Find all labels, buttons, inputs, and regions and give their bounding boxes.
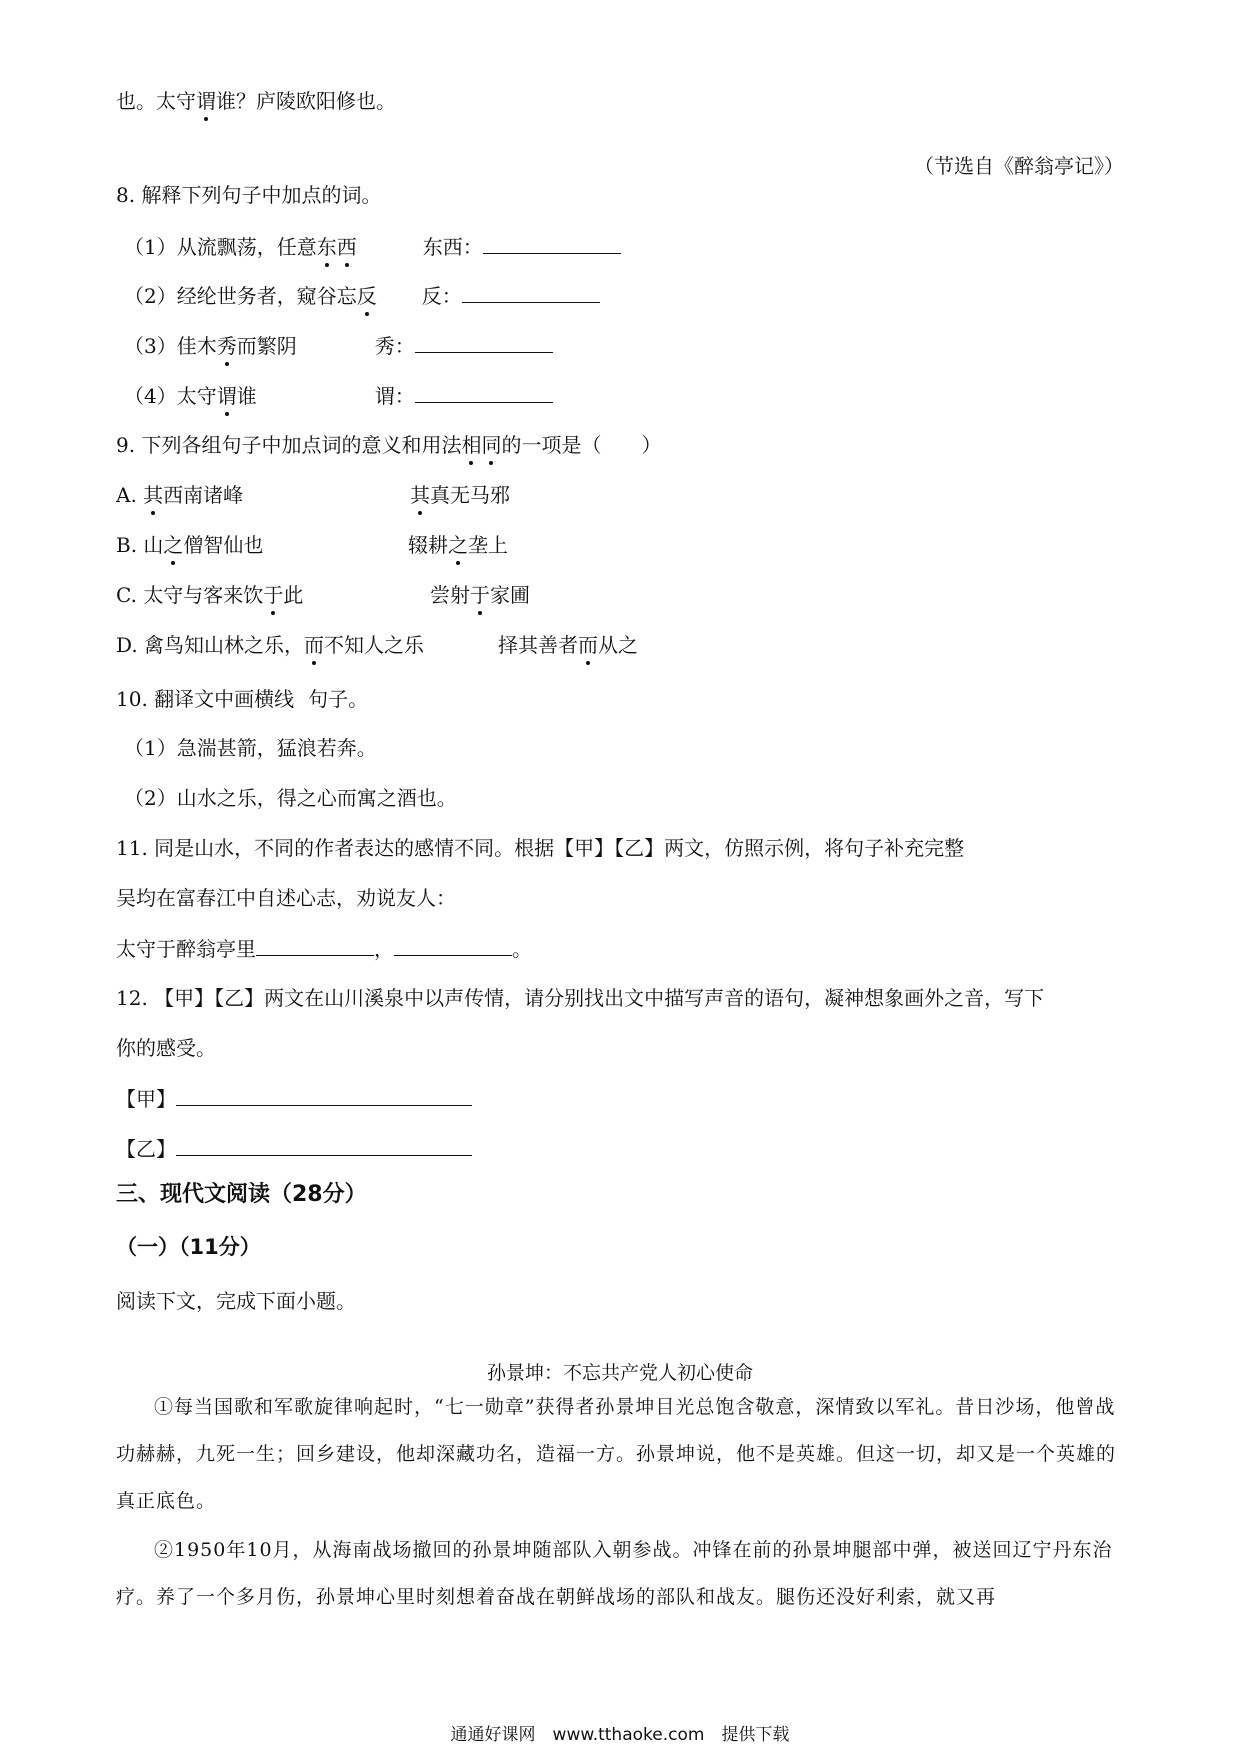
q12-answer-blank-yi[interactable] [176, 1133, 472, 1156]
q11-answer-blank-2[interactable] [394, 933, 512, 956]
q8-item-2: （2）经纶世务者，窥谷忘反 反： [124, 280, 600, 311]
q8-answer-blank-1[interactable] [483, 231, 621, 254]
passage-end-line: 也。太守谓谁？庐陵欧阳修也。 [116, 89, 396, 113]
q11-answer-blank-1[interactable] [256, 933, 374, 956]
q12-answer-yi: 【乙】 [116, 1133, 472, 1164]
q8-item-4: （4）太守谓谁 谓： [124, 380, 553, 411]
q12-stem-line-1: 12. 【甲】【乙】两文在山川溪泉中以声传情，请分别找出文中描写声音的语句，凝神想象画外之音，写下 [116, 986, 1045, 1010]
reading-instruction: 阅读下文，完成下面小题。 [116, 1289, 356, 1313]
q9-option-c[interactable]: C. 太守与客来饮于此 尝射于家圃 [116, 583, 530, 607]
q11-fill-line: 太守于醉翁亭里 ， 。 [116, 933, 532, 964]
page-footer: 通通好课网 www.tthaoke.com 提供下载 [450, 1725, 790, 1745]
q8-answer-blank-4[interactable] [415, 380, 553, 403]
q12-answer-blank-jia[interactable] [176, 1083, 472, 1106]
article-paragraph-1: ①每当国歌和军歌旋律响起时，“七一勋章”获得者孙景坤目光总饱含敬意，深情致以军礼。昔日沙场，他曾战功赫赫，九死一生；回乡建设，他却深藏功名，造福一方。孙景坤说，他不是英雄。但这一切，却又是一个英雄的真正底色。 [116, 1396, 1117, 1512]
q11-example: 吴均在富春江中自述心志，劝说友人： [116, 886, 456, 910]
section-3-heading: 三、现代文阅读（28分） [116, 1182, 367, 1207]
q11-stem: 11. 同是山水，不同的作者表达的感情不同。根据【甲】【乙】两文，仿照示例，将句子补充完整 [116, 836, 965, 860]
q12-stem-line-2: 你的感受。 [116, 1036, 216, 1060]
q10-stem: 10. 翻译文中画横线 句子。 [116, 687, 369, 711]
q12-answer-jia: 【甲】 [116, 1083, 472, 1114]
q8-item-1: （1）从流飘荡，任意东西 东西： [124, 231, 621, 262]
article-paragraph-2: ②1950年10月，从海南战场撤回的孙景坤随部队入朝参战。冲锋在前的孙景坤腿部中弹，被送回辽宁丹东治疗。养了一个多月伤，孙景坤心里时刻想着奋战在朝鲜战场的部队和战友。腿伤还没好利索，就又再 [116, 1539, 1113, 1608]
q9-stem: 9. 下列各组句子中加点词的意义和用法相同的一项是（ ） [116, 433, 662, 457]
q10-item-1: （1）急湍甚箭，猛浪若奔。 [124, 736, 377, 760]
q9-option-a[interactable]: A. 其西南诸峰 其真无马邪 [116, 483, 510, 507]
q9-option-d[interactable]: D. 禽鸟知山林之乐，而不知人之乐 择其善者而从之 [116, 633, 638, 657]
passage-source: （节选自《醉翁亭记》） [914, 154, 1124, 178]
q8-answer-blank-3[interactable] [415, 330, 553, 353]
article-title: 孙景坤：不忘共产党人初心使命 [486, 1362, 753, 1384]
q8-item-3: （3）佳木秀而繁阴 秀： [124, 330, 553, 361]
q9-option-b[interactable]: B. 山之僧智仙也 辍耕之垄上 [116, 533, 508, 557]
section-3-subheading: （一）（11分） [116, 1235, 261, 1259]
q8-stem: 8. 解释下列句子中加点的词。 [116, 183, 382, 207]
q10-item-2: （2）山水之乐，得之心而寓之酒也。 [124, 786, 457, 810]
q8-answer-blank-2[interactable] [462, 280, 600, 303]
